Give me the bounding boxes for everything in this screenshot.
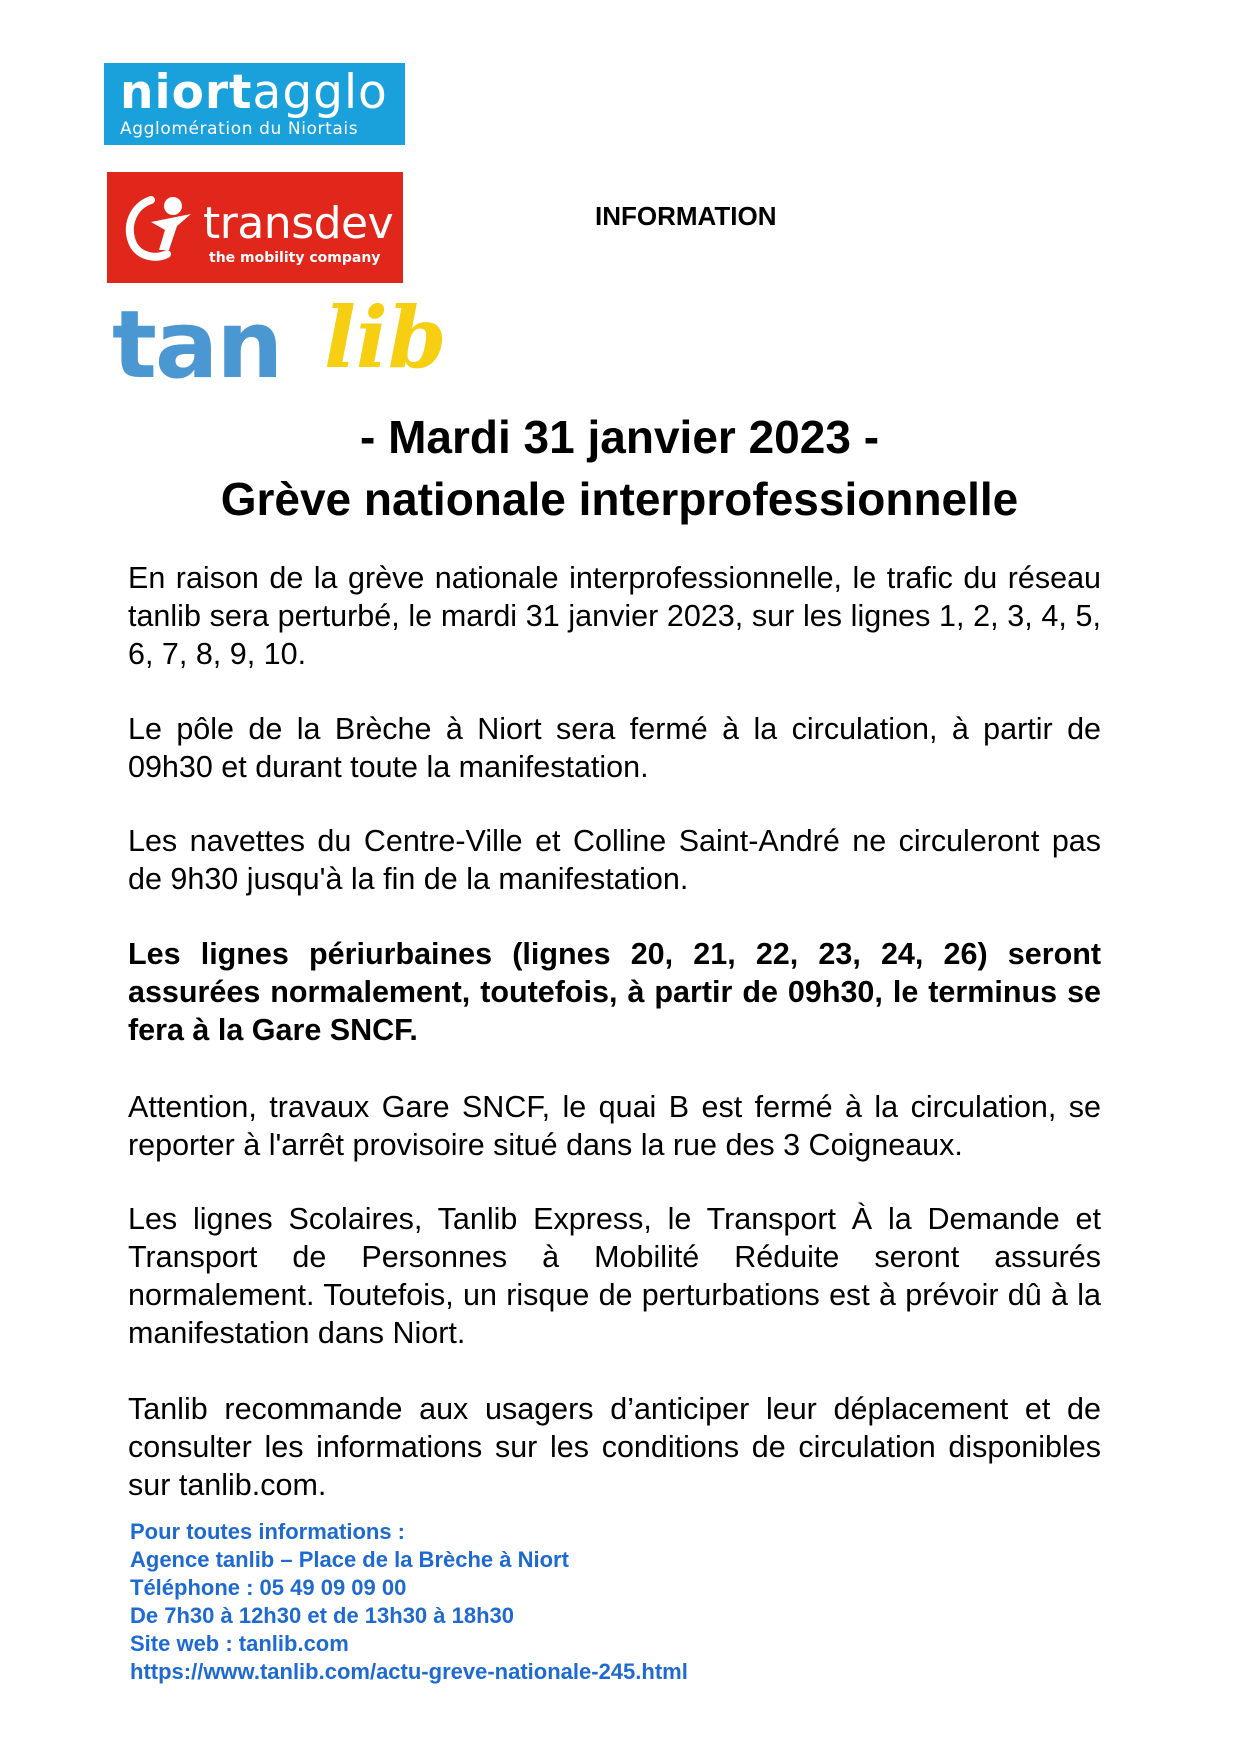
page-title-date: - Mardi 31 janvier 2023 - [359, 411, 880, 463]
paragraph-gare-works: Attention, travaux Gare SNCF, le quai B est fermé à la circulation, se reporter à l'arrêt provisoire situé dans la rue des 3 Coigneaux. [128, 1090, 1101, 1162]
tanlib-logo-lib: lib [324, 288, 447, 387]
tanlib-logo-tan: tan [112, 291, 282, 400]
niortagglo-logo-subtitle: Agglomération du Niortais [120, 119, 359, 139]
contact-hours: De 7h30 à 12h30 et de 13h30 à 18h30 [130, 1603, 515, 1628]
paragraph-breche-closure: Le pôle de la Brèche à Niort sera fermé à la circulation, à partir de 09h30 et durant toute la manifestation. [128, 712, 1101, 784]
contact-phone: Téléphone : 05 49 09 09 00 [130, 1575, 407, 1600]
paragraph-periurban-lines: Les lignes périurbaines (lignes 20, 21, 22, 23, 24, 26) seront assurées normalement, toutefois, à partir de 09h30, le terminus se fera à la Gare SNCF. [128, 937, 1101, 1047]
transdev-logo [107, 172, 403, 283]
paragraph-shuttles: Les navettes du Centre-Ville et Colline Saint-André ne circuleront pas de 9h30 jusqu'à la fin de la manifestation. [128, 824, 1101, 896]
paragraph-school-lines: Les lignes Scolaires, Tanlib Express, le Transport À la Demande et Transport de Personnes à Mobilité Réduite seront assurés normalement. Toutefois, un risque de perturbations est à prévoir dû à la manifestation dans Niort. [128, 1202, 1101, 1350]
transdev-logo-name: transdev [203, 198, 394, 249]
paragraph-network-disruption: En raison de la grève nationale interprofessionnelle, le trafic du réseau tanlib sera perturbé, le mardi 31 janvier 2023, sur les lignes 1, 2, 3, 4, 5, 6, 7, 8, 9, 10. [128, 561, 1101, 671]
page-title-subject: Grève nationale interprofessionnelle [220, 473, 1019, 525]
paragraph-recommendation: Tanlib recommande aux usagers d’anticiper leur déplacement et de consulter les informations sur les conditions de circulation disponibles sur tanlib.com. [128, 1392, 1101, 1502]
niortagglo-logo [104, 63, 405, 145]
information-label: INFORMATION [595, 201, 777, 231]
contact-website: Site web : tanlib.com [130, 1631, 349, 1656]
tanlib-logo [112, 288, 447, 400]
transdev-logo-tagline: the mobility company [209, 250, 381, 266]
contact-url-link[interactable]: https://www.tanlib.com/actu-greve-nationale-245.html [130, 1659, 688, 1684]
contact-block [130, 1518, 688, 1686]
niortagglo-logo-name: niortagglo [120, 65, 388, 120]
contact-heading: Pour toutes informations : [130, 1519, 405, 1544]
transdev-runner-icon [121, 192, 199, 262]
contact-agency: Agence tanlib – Place de la Brèche à Niort [130, 1547, 569, 1572]
